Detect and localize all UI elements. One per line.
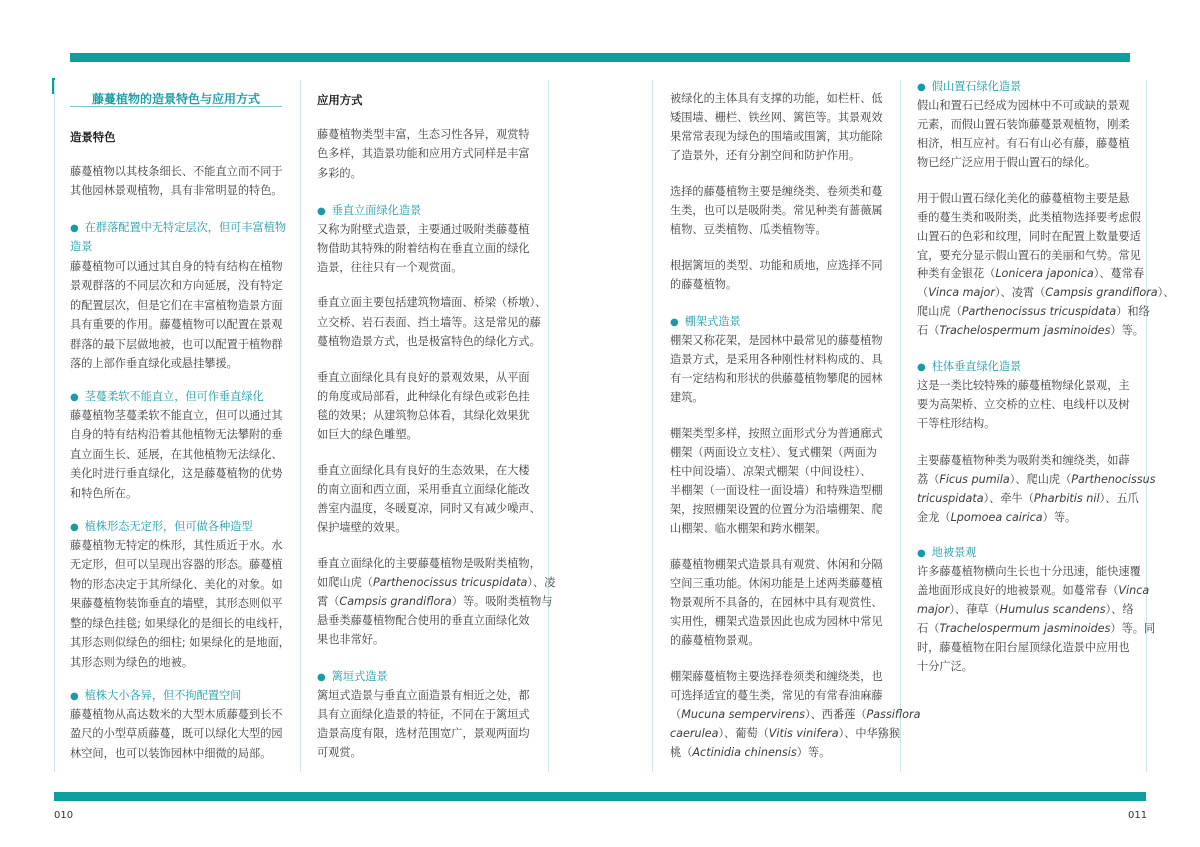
paragraph-line: 这是一类比较特殊的藤蔓植物绿化景观，主 [917, 379, 1130, 392]
paragraph-line: 藤蔓植物可以通过其自身的特有结构在植物 [70, 260, 283, 273]
paragraph-line: 景观群落的不同层次和方向延展，没有特定 [70, 279, 283, 292]
subsection-title: ● 茎蔓柔软不能直立，但可作垂直绿化 [70, 390, 264, 403]
paragraph-line: 具有重要的作用。藤蔓植物可以配置在景观 [70, 318, 283, 331]
bullet-icon: ● [917, 82, 926, 93]
paragraph-line: 藤蔓植物棚架式造景具有观赏、休闲和分隔 [670, 558, 883, 571]
paragraph-line: 石（Trachelospermum jasminoides）等。同 [917, 622, 1156, 635]
paragraph-line: 的藤蔓植物。 [670, 278, 738, 291]
subsection-title: ● 植株形态无定形，但可做各种造型 [70, 520, 253, 533]
paragraph-line: 垂直立面主要包括建筑物墙面、桥梁（桥墩）、 [317, 296, 547, 309]
paragraph-line: 群落的最下层做地被，也可以配置于植物群 [70, 338, 283, 351]
paragraph-line: 生类，也可以是吸附类。常见种类有蔷薇属 [670, 204, 883, 217]
paragraph-line: 可观赏。 [317, 746, 362, 759]
paragraph-line: 整的绿色挂毯; 如果绿化的是细长的电线杆， [70, 617, 290, 630]
paragraph-line: 石（Trachelospermum jasminoides）等。 [917, 324, 1144, 337]
paragraph-line: 相济，相互应衬。有石有山必有藤，藤蔓植 [917, 137, 1130, 150]
paragraph-line: tricuspidata）、牵牛（Pharbitis nil）、五爪 [917, 492, 1139, 505]
paragraph-line: 毯的效果；从建筑物总体看，其绿化效果犹 [317, 409, 530, 422]
paragraph-line: 其形态则似绿色的细柱; 如果绿化的是地面， [70, 636, 290, 649]
paragraph-line: 元素，而假山置石装饰藤蔓景观植物，刚柔 [917, 118, 1130, 131]
paragraph-line: major）、葎草（Humulus scandens）、络 [917, 603, 1134, 616]
paragraph-line: 林空间，也可以装饰园林中细微的局部。 [70, 747, 272, 760]
paragraph-line: 山棚架、临水棚架和跨水棚架。 [670, 522, 827, 535]
column-divider [548, 80, 549, 772]
paragraph-line: 了造景外，还有分割空间和防护作用。 [670, 149, 861, 162]
paragraph-line: 藤蔓植物从高达数米的大型木质藤蔓到长不 [70, 708, 283, 721]
paragraph-line: 藤蔓植物无特定的株形，其性质近于水。水 [70, 539, 283, 552]
paragraph-line: 的藤蔓植物景观。 [670, 634, 760, 647]
paragraph-line: 其形态则为绿色的地被。 [70, 656, 194, 669]
paragraph-line: 果常常表现为绿色的围墙或围篱，其功能除 [670, 130, 883, 143]
paragraph-line: 十分广泛。 [917, 660, 973, 673]
paragraph-line: 垂直立面绿化的主要藤蔓植物是吸附类植物， [317, 557, 541, 570]
paragraph-line: 用于假山置石绿化美化的藤蔓植物主要是悬 [917, 192, 1130, 205]
bullet-icon: ● [70, 522, 79, 533]
paragraph-line: 棚架藤蔓植物主要选择卷须类和缠绕类，也 [670, 670, 883, 683]
paragraph-line: 果也非常好。 [317, 633, 385, 646]
paragraph-line: 柱中间设墙）、凉架式棚架（中间设柱）、 [670, 465, 872, 478]
paragraph-line: 又称为附壁式造景，主要通过吸附类藤蔓植 [317, 223, 530, 236]
paragraph-line: caerulea）、葡萄（Vitis vinifera）、中华猕猴 [670, 727, 901, 740]
paragraph-line: 造景方式，是采用各种刚性材料构成的、具 [670, 353, 883, 366]
paragraph-line: 实用性，棚架式造景因此也成为园林中常见 [670, 615, 883, 628]
paragraph-line: 荔（Ficus pumila）、爬山虎（Parthenocissus [917, 473, 1156, 486]
paragraph-line: 爬山虎（Parthenocissus tricuspidata）和络 [917, 305, 1150, 318]
subsection-title: ● 柱体垂直绿化造景 [917, 360, 1022, 373]
paragraph-line: 桃（Actinidia chinensis）等。 [670, 746, 831, 759]
paragraph-line: 时，藤蔓植物在阳台屋顶绿化造景中应用也 [917, 641, 1130, 654]
column-divider [1146, 80, 1147, 772]
paragraph-line: 的角度或局部看，此种绿化有绿色或彩色挂 [317, 390, 530, 403]
page-number-left: 010 [54, 810, 74, 821]
paragraph-line: 落的上部作垂直绿化或悬挂攀援。 [70, 357, 238, 370]
paragraph-line: 架，按照棚架设置的位置分为沿墙棚架、爬 [670, 503, 883, 516]
bullet-icon: ● [917, 548, 926, 559]
paragraph-line: 主要藤蔓植物种类为吸附类和缠绕类，如薜 [917, 454, 1130, 467]
column-divider [652, 80, 653, 772]
paragraph-line: 假山和置石已经成为园林中不可或缺的景观 [917, 99, 1130, 112]
subsection-title-cont: 造景 [70, 240, 93, 253]
paragraph-line: 盈尺的小型草质藤蔓，既可以绿化大型的园 [70, 727, 283, 740]
subsection-title: ● 在群落配置中无特定层次，但可丰富植物 [70, 221, 287, 234]
paragraph-line: 立交桥、岩石表面、挡土墙等。这是常见的藤 [317, 316, 541, 329]
paragraph-line: 许多藤蔓植物横向生长也十分迅速，能快速覆 [917, 565, 1141, 578]
paragraph-line: 半棚架（一面设柱一面设墙）和特殊造型棚 [670, 484, 883, 497]
paragraph-line: 选择的藤蔓植物主要是缠绕类、卷须类和蔓 [670, 185, 883, 198]
paragraph-line: 如爬山虎（Parthenocissus tricuspidata）、凌 [317, 576, 556, 589]
paragraph-line: 棚架又称花架，是园林中最常见的藤蔓植物 [670, 334, 883, 347]
section-heading-features: 造景特色 [70, 130, 116, 144]
paragraph-line: 果藤蔓植物装饰垂直的墙壁，其形态则似平 [70, 597, 283, 610]
top-bar [70, 53, 1130, 62]
paragraph-line: 悬垂类藤蔓植物配合使用的垂直立面绿化效 [317, 614, 530, 627]
paragraph-line: （Vinca major）、凌霄（Campsis grandiflora）、 [917, 286, 1175, 299]
paragraph-line: 矮围墙、栅栏、铁丝网、篱笆等。其景观效 [670, 111, 883, 124]
paragraph-line: 建筑。 [670, 391, 704, 404]
column-divider [54, 80, 55, 772]
paragraph-line: （Mucuna sempervirens）、西番莲（Passiflora [670, 708, 921, 721]
bullet-icon: ● [70, 223, 79, 234]
bullet-icon: ● [317, 206, 326, 217]
page-number-right: 011 [1128, 810, 1148, 821]
bullet-icon: ● [317, 672, 326, 683]
paragraph-line: 保护墙壁的效果。 [317, 521, 407, 534]
subsection-title: ● 棚架式造景 [670, 315, 741, 328]
paragraph-line: 垂的蔓生类和吸附类，此类植物选择要考虑假 [917, 211, 1141, 224]
paragraph-line: 垂直立面绿化具有良好的景观效果，从平面 [317, 371, 530, 384]
paragraph-line: 植物、豆类植物、瓜类植物等。 [670, 223, 827, 236]
paragraph-line: 无定形，但可以呈现出容器的形态。藤蔓植 [70, 558, 283, 571]
paragraph-line: 物已经广泛应用于假山置石的绿化。 [917, 156, 1097, 169]
paragraph-line: 物的形态决定于其所绿化、美化的对象。如 [70, 578, 283, 591]
paragraph-line: 其他园林景观植物，具有非常明显的特色。 [70, 184, 283, 197]
bullet-icon: ● [70, 691, 79, 702]
paragraph-line: 棚架（两面设立支柱）、复式棚架（两面为 [670, 446, 877, 459]
paragraph-line: 直立面生长、延展，在其他植物无法绿化、 [70, 448, 283, 461]
subsection-title: ● 地被景观 [917, 546, 977, 559]
paragraph-line: 根据篱垣的类型、功能和质地，应选择不同 [670, 259, 883, 272]
section-heading-application: 应用方式 [317, 93, 363, 107]
paragraph-line: 美化时进行垂直绿化，这是藤蔓植物的优势 [70, 467, 283, 480]
subsection-title: ● 植株大小各异，但不拘配置空间 [70, 689, 242, 702]
paragraph-line: 造景，往往只有一个观赏面。 [317, 261, 463, 274]
paragraph-line: 藤蔓植物类型丰富，生态习性各异，观赏特 [317, 128, 530, 141]
article-title: 藤蔓植物的造景特色与应用方式 [92, 92, 261, 106]
paragraph-line: 要为高架桥、立交桥的立柱、电线杆以及树 [917, 398, 1130, 411]
paragraph-line: 棚架类型多样，按照立面形式分为普通廊式 [670, 427, 883, 440]
paragraph-line: 垂直立面绿化具有良好的生态效果，在大楼 [317, 464, 530, 477]
paragraph-line: 蔓植物造景方式，也是极富特色的绿化方式。 [317, 335, 541, 348]
paragraph-line: 可选择适宜的蔓生类，常见的有常春油麻藤 [670, 689, 883, 702]
bullet-icon: ● [917, 362, 926, 373]
bullet-icon: ● [670, 317, 679, 328]
column-divider [300, 80, 301, 772]
bullet-icon: ● [70, 392, 79, 403]
paragraph-line: 种类有金银花（Lonicera japonica）、蔓常春 [917, 267, 1145, 280]
paragraph-line: 多彩的。 [317, 167, 362, 180]
title-underline [70, 106, 282, 107]
paragraph-line: 篱垣式造景与垂直立面造景有相近之处，都 [317, 689, 530, 702]
paragraph-line: 宜，要充分显示假山置石的美丽和气势。常见 [917, 249, 1141, 262]
paragraph-line: 的配置层次，但是它们在丰富植物造景方面 [70, 299, 283, 312]
subsection-title: ● 假山置石绿化造景 [917, 80, 1022, 93]
paragraph-line: 山置石的色彩和纹理，同时在配置上数量要适 [917, 230, 1141, 243]
paragraph-line: 色多样，其造景功能和应用方式同样是丰富 [317, 147, 530, 160]
column-divider [900, 80, 901, 772]
paragraph-line: 和特色所在。 [70, 487, 138, 500]
paragraph-line: 如巨大的绿色雕塑。 [317, 428, 418, 441]
paragraph-line: 被绿化的主体具有支撑的功能，如栏杆、低 [670, 92, 883, 105]
paragraph-line: 干等柱形结构。 [917, 417, 996, 430]
paragraph-line: 善室内温度，冬暖夏凉，同时又有减少噪声、 [317, 502, 541, 515]
paragraph-line: 自身的特有结构沿着其他植物无法攀附的垂 [70, 428, 283, 441]
paragraph-line: 空间三重功能。休闲功能是上述两类藤蔓植 [670, 577, 883, 590]
paragraph-line: 造景高度有限，选材范围宽广，景观两面均 [317, 727, 530, 740]
paragraph-line: 物借助其特殊的附着结构在垂直立面的绿化 [317, 242, 530, 255]
paragraph-line: 霄（Campsis grandiflora）等。吸附类植物与 [317, 595, 553, 608]
paragraph-line: 的南立面和西立面，采用垂直立面绿化能改 [317, 483, 530, 496]
paragraph-line: 物景观所不具备的，在园林中具有观赏性、 [670, 596, 883, 609]
bottom-bar [54, 792, 1146, 801]
subsection-title: ● 垂直立面绿化造景 [317, 204, 422, 217]
paragraph-line: 盖地面形成良好的地被景观。如蔓常春（Vinca [917, 584, 1150, 597]
paragraph-line: 藤蔓植物茎蔓柔软不能直立，但可以通过其 [70, 409, 283, 422]
paragraph-line: 有一定结构和形状的供藤蔓植物攀爬的园林 [670, 372, 883, 385]
paragraph-line: 金龙（Lpomoea cairica）等。 [917, 511, 1077, 524]
subsection-title: ● 篱垣式造景 [317, 670, 388, 683]
paragraph-line: 藤蔓植物以其枝条细长、不能直立而不同于 [70, 165, 283, 178]
paragraph-line: 具有立面绿化造景的特征，不同在于篱垣式 [317, 708, 530, 721]
